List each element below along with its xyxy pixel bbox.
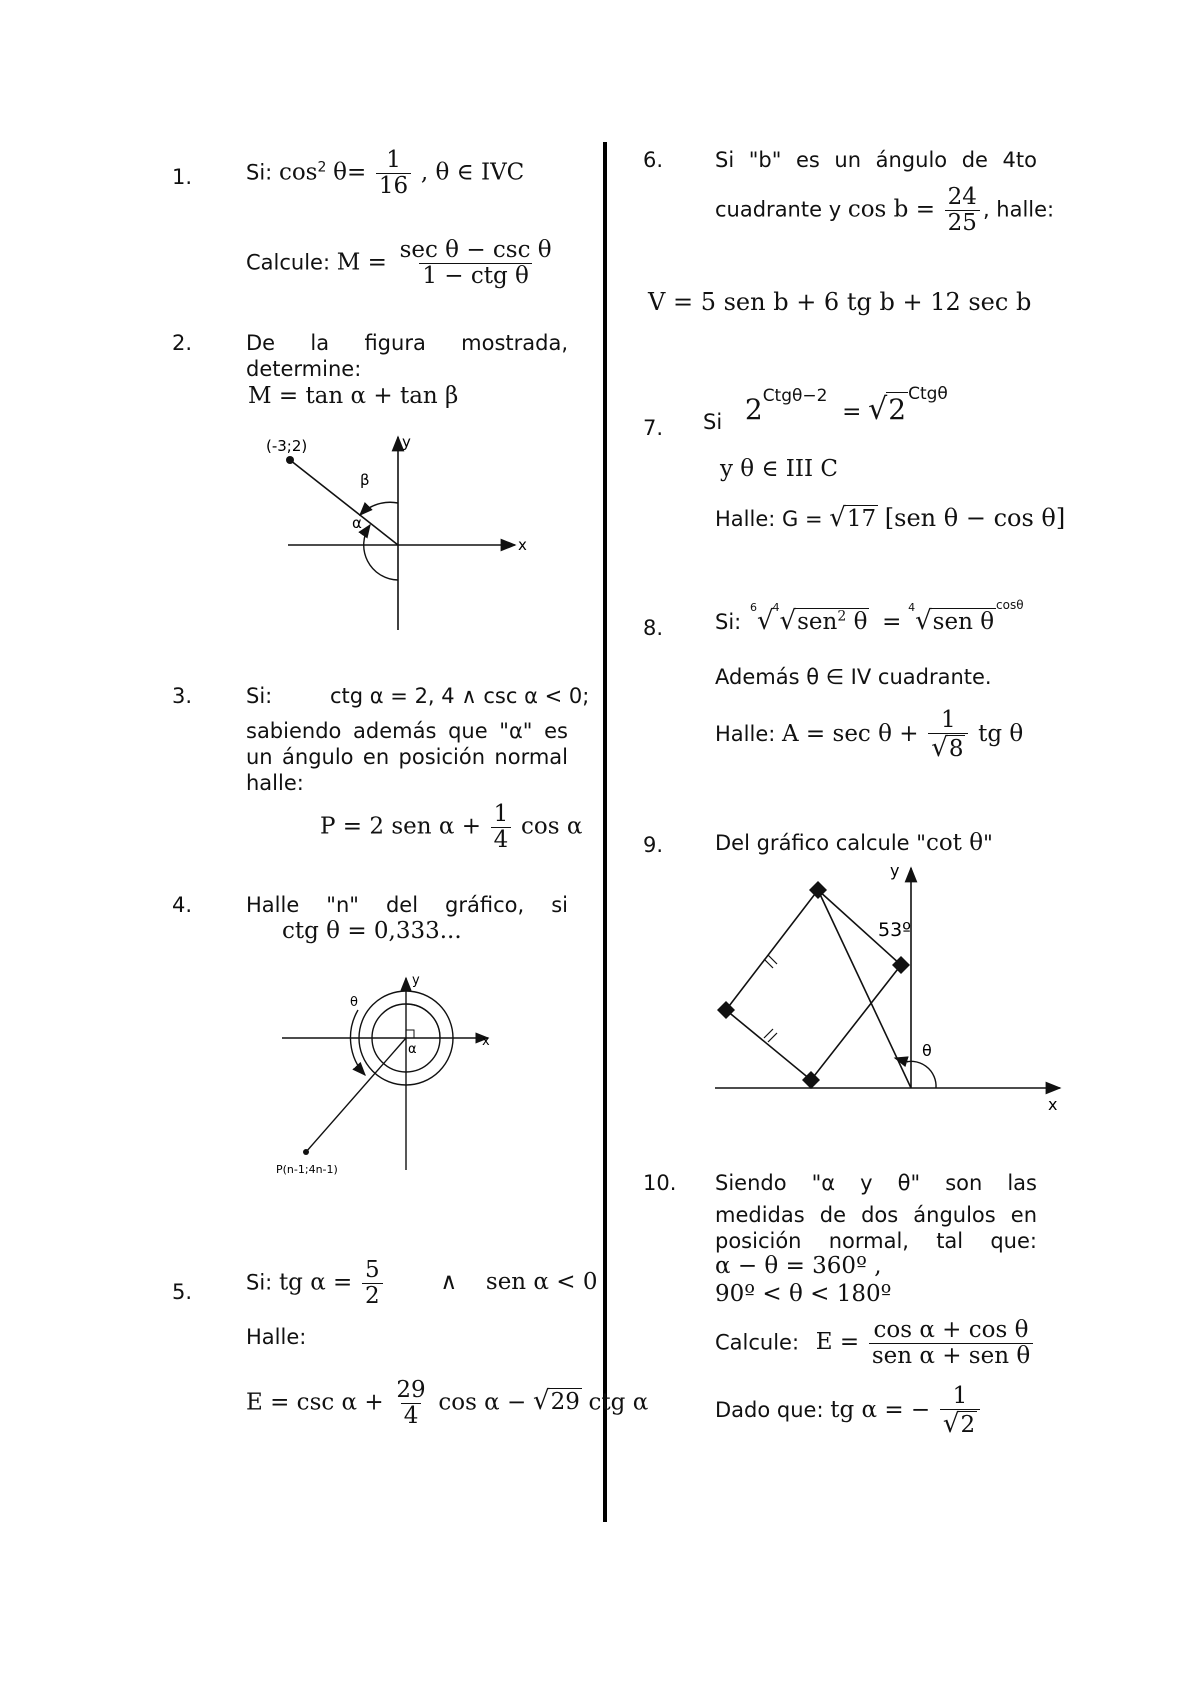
e-eq: E =	[815, 1329, 860, 1356]
vertex-marker	[717, 1001, 735, 1019]
question-text: Del gráfico calcule "	[715, 831, 926, 855]
problem-7-given	[703, 384, 948, 434]
denominator: 1 − ctg θ	[419, 263, 532, 289]
problem-1-number: 1.	[172, 165, 193, 189]
y-label: y	[402, 433, 411, 451]
quote: "	[983, 831, 993, 855]
problem-5-expression	[246, 1378, 648, 1429]
calcule-label: Calcule:	[246, 250, 331, 275]
numerator: 1	[941, 707, 956, 733]
tick-mark	[764, 959, 773, 968]
theta-label: θ	[922, 1041, 932, 1060]
problem-6-expression: V = 5 sen b + 6 tg b + 12 sec b	[648, 288, 1032, 316]
sqrt-icon: √	[829, 503, 846, 533]
problem-4-text: Halle "n" del gráfico, si	[246, 893, 568, 917]
si-label: Si	[703, 410, 723, 434]
point-label: (-3;2)	[266, 437, 308, 455]
p-eq: P = 2 sen α +	[320, 813, 481, 840]
beta-label: β	[360, 471, 370, 489]
column-divider	[603, 142, 607, 1522]
problem-3-line3: halle:	[246, 771, 304, 795]
denominator: 4	[401, 1403, 422, 1429]
numerator: sec θ − csc θ	[399, 237, 552, 263]
alpha-label: α	[408, 1042, 417, 1057]
tg-eq: tg α =	[278, 1269, 353, 1296]
sqrt-icon: √	[915, 606, 932, 636]
radicand: 8	[948, 735, 964, 762]
problem-4-expression: ctg θ = 0,333...	[282, 918, 462, 944]
terminal-side	[306, 1038, 406, 1152]
problem-10-cond2: 90º < θ < 180º	[715, 1281, 892, 1307]
denominator: sen α + sen θ	[869, 1343, 1033, 1369]
denominator: 16	[376, 173, 411, 199]
problem-9-figure	[710, 862, 1070, 1112]
fraction-1-4	[491, 802, 512, 853]
problem-6-number: 6.	[643, 148, 664, 172]
theta-arc	[902, 1061, 936, 1088]
sen-condition: sen α < 0	[485, 1269, 598, 1296]
numerator: cos α + cos θ	[873, 1317, 1029, 1343]
tick-mark	[768, 955, 777, 964]
problem-2-text: De la figura mostrada,	[246, 331, 568, 355]
alpha-label: α	[352, 514, 362, 532]
beta-arc	[360, 502, 398, 515]
problem-10-cond1: α − θ = 360º ,	[715, 1253, 882, 1279]
cos-symbol: cos	[278, 159, 318, 186]
problem-5-given	[246, 1258, 598, 1309]
halle-text: , halle:	[982, 197, 1055, 222]
radicand: 29	[550, 1389, 580, 1416]
problem-4-figure	[270, 970, 500, 1182]
problem-5-number: 5.	[172, 1280, 193, 1304]
theta-arrow	[895, 1058, 908, 1062]
point-p-label: P(n-1;4n-1)	[276, 1163, 338, 1176]
square	[726, 890, 901, 1080]
si-label: Si:	[246, 1270, 273, 1295]
numerator: 5	[365, 1257, 380, 1283]
cosb-eq: cos b =	[847, 196, 935, 223]
problem-2-expression: M = tan α + tan β	[248, 383, 459, 409]
vertex-marker	[802, 1071, 820, 1089]
problem-2-figure	[260, 425, 530, 635]
problem-8-halle	[715, 708, 1023, 762]
angle-53-label: 53º	[878, 919, 912, 941]
bracket-expression: [sen θ − cos θ]	[884, 504, 1066, 532]
radicand: sen θ	[932, 609, 995, 635]
problem-4-number: 4.	[172, 893, 193, 917]
fraction-24-25	[945, 185, 980, 236]
point-marker	[286, 456, 294, 464]
problem-1-given	[246, 148, 524, 199]
ctg-alpha: ctg α	[588, 1389, 649, 1416]
problem-3-expression	[320, 802, 582, 853]
problem-3-condition: ctg α = 2, 4 ∧ csc α < 0;	[330, 684, 590, 708]
problem-1-calcule	[246, 238, 558, 289]
point-p-marker	[303, 1149, 309, 1155]
problem-10-dado	[715, 1384, 983, 1438]
problem-7-number: 7.	[643, 416, 664, 440]
numerator: 1	[493, 801, 509, 827]
theta-eq: θ=	[333, 159, 367, 186]
sqrt-icon: √	[779, 606, 797, 636]
sqrt-icon: √	[868, 392, 888, 427]
x-label: x	[1048, 1095, 1058, 1112]
equals: =	[842, 399, 862, 425]
root-index: 4	[908, 601, 916, 614]
right-angle	[406, 1030, 414, 1038]
fraction-1-sqrt8	[928, 708, 968, 762]
tg-eq: tg α = −	[830, 1396, 931, 1423]
exponent: Ctgθ−2	[762, 386, 828, 406]
problem-9-number: 9.	[643, 833, 664, 857]
numerator: 1	[952, 1383, 968, 1409]
si-label: Si:	[715, 610, 742, 634]
problem-8-number: 8.	[643, 616, 664, 640]
problem-2-number: 2.	[172, 331, 193, 355]
radicand: 17	[846, 506, 877, 532]
exponent: 2	[837, 608, 847, 625]
numerator: 29	[396, 1377, 426, 1403]
fraction-1-16	[376, 148, 411, 199]
problem-3-number: 3.	[172, 684, 193, 708]
sen: sen	[797, 609, 838, 635]
problem-10-calcule	[715, 1318, 1036, 1369]
problem-7-halle	[715, 503, 1065, 533]
problem-3-si: Si:	[246, 684, 273, 708]
tick-mark	[764, 1029, 773, 1038]
problem-3-line1: sabiendo además que "α" es	[246, 719, 568, 743]
halle-label: Halle: G =	[715, 507, 823, 531]
denominator: 4	[491, 827, 512, 853]
problem-6-line2	[715, 185, 1054, 236]
exponent: 2	[317, 159, 327, 176]
problem-10-number: 10.	[643, 1171, 677, 1195]
problem-7-condition: y θ ∈ III C	[720, 456, 838, 482]
cos-alpha: cos α	[520, 813, 583, 840]
calcule-label: Calcule:	[715, 1330, 800, 1355]
theta-label: θ	[350, 995, 358, 1010]
cos-alpha-minus: cos α −	[438, 1389, 527, 1416]
sqrt-icon: √	[756, 606, 774, 636]
tg-theta: tg θ	[978, 720, 1024, 747]
cuadrante-text: cuadrante y	[715, 197, 842, 222]
fraction-sec-csc	[397, 238, 555, 289]
y-label: y	[890, 862, 900, 880]
problem-8-ademas: Además θ ∈ IV cuadrante.	[715, 665, 992, 689]
y-label: y	[412, 973, 420, 988]
halle-label: Halle:	[715, 721, 776, 746]
radicand: 2	[960, 1411, 976, 1438]
problem-5-halle: Halle:	[246, 1325, 307, 1349]
root-index: 4	[772, 601, 780, 614]
problem-3-line2: un ángulo en posición normal	[246, 745, 568, 769]
sqrt-icon: √	[533, 1386, 550, 1417]
e-eq: E = csc α +	[246, 1389, 384, 1416]
x-label: x	[482, 1034, 490, 1049]
and-symbol: ∧	[440, 1269, 458, 1296]
sqrt-icon: √	[942, 1408, 960, 1439]
theta: θ	[853, 609, 868, 635]
a-eq: A = sec θ +	[782, 720, 919, 747]
fraction-cos-sen	[869, 1318, 1033, 1369]
numerator: 1	[386, 147, 401, 173]
fraction-5-2	[362, 1258, 383, 1309]
root-index: 6	[749, 601, 757, 614]
si-label: Si:	[246, 160, 273, 185]
denominator: 25	[945, 210, 980, 236]
problem-9-text	[715, 830, 993, 856]
numerator: 24	[947, 184, 977, 210]
problem-10-line2: medidas de dos ángulos en	[715, 1203, 1037, 1227]
equals: =	[882, 609, 902, 635]
base: 2	[744, 393, 763, 426]
problem-10-line1: Siendo "α y θ" son las	[715, 1171, 1037, 1195]
denominator: 2	[362, 1283, 383, 1309]
fraction-29-4	[393, 1378, 428, 1429]
problem-2-text2: determine:	[246, 357, 362, 381]
alpha-arc	[364, 525, 398, 580]
exponent: cosθ	[996, 598, 1024, 612]
exponent: Ctgθ	[908, 384, 948, 404]
x-label: x	[518, 536, 527, 554]
tick-mark	[768, 1033, 777, 1042]
cot-theta: cot θ	[925, 830, 984, 856]
quadrant-condition: , θ ∈ IVC	[420, 159, 525, 186]
problem-6-line1: Si "b" es un ángulo de 4to	[715, 148, 1037, 172]
alpha-arc	[406, 1004, 440, 1038]
radicand: 2	[888, 393, 907, 426]
sqrt-icon: √	[931, 732, 948, 763]
dado-label: Dado que:	[715, 1397, 824, 1422]
m-eq: M =	[336, 249, 387, 276]
problem-10-line3: posición normal, tal que:	[715, 1229, 1037, 1253]
fraction-1-sqrt2	[940, 1384, 980, 1438]
